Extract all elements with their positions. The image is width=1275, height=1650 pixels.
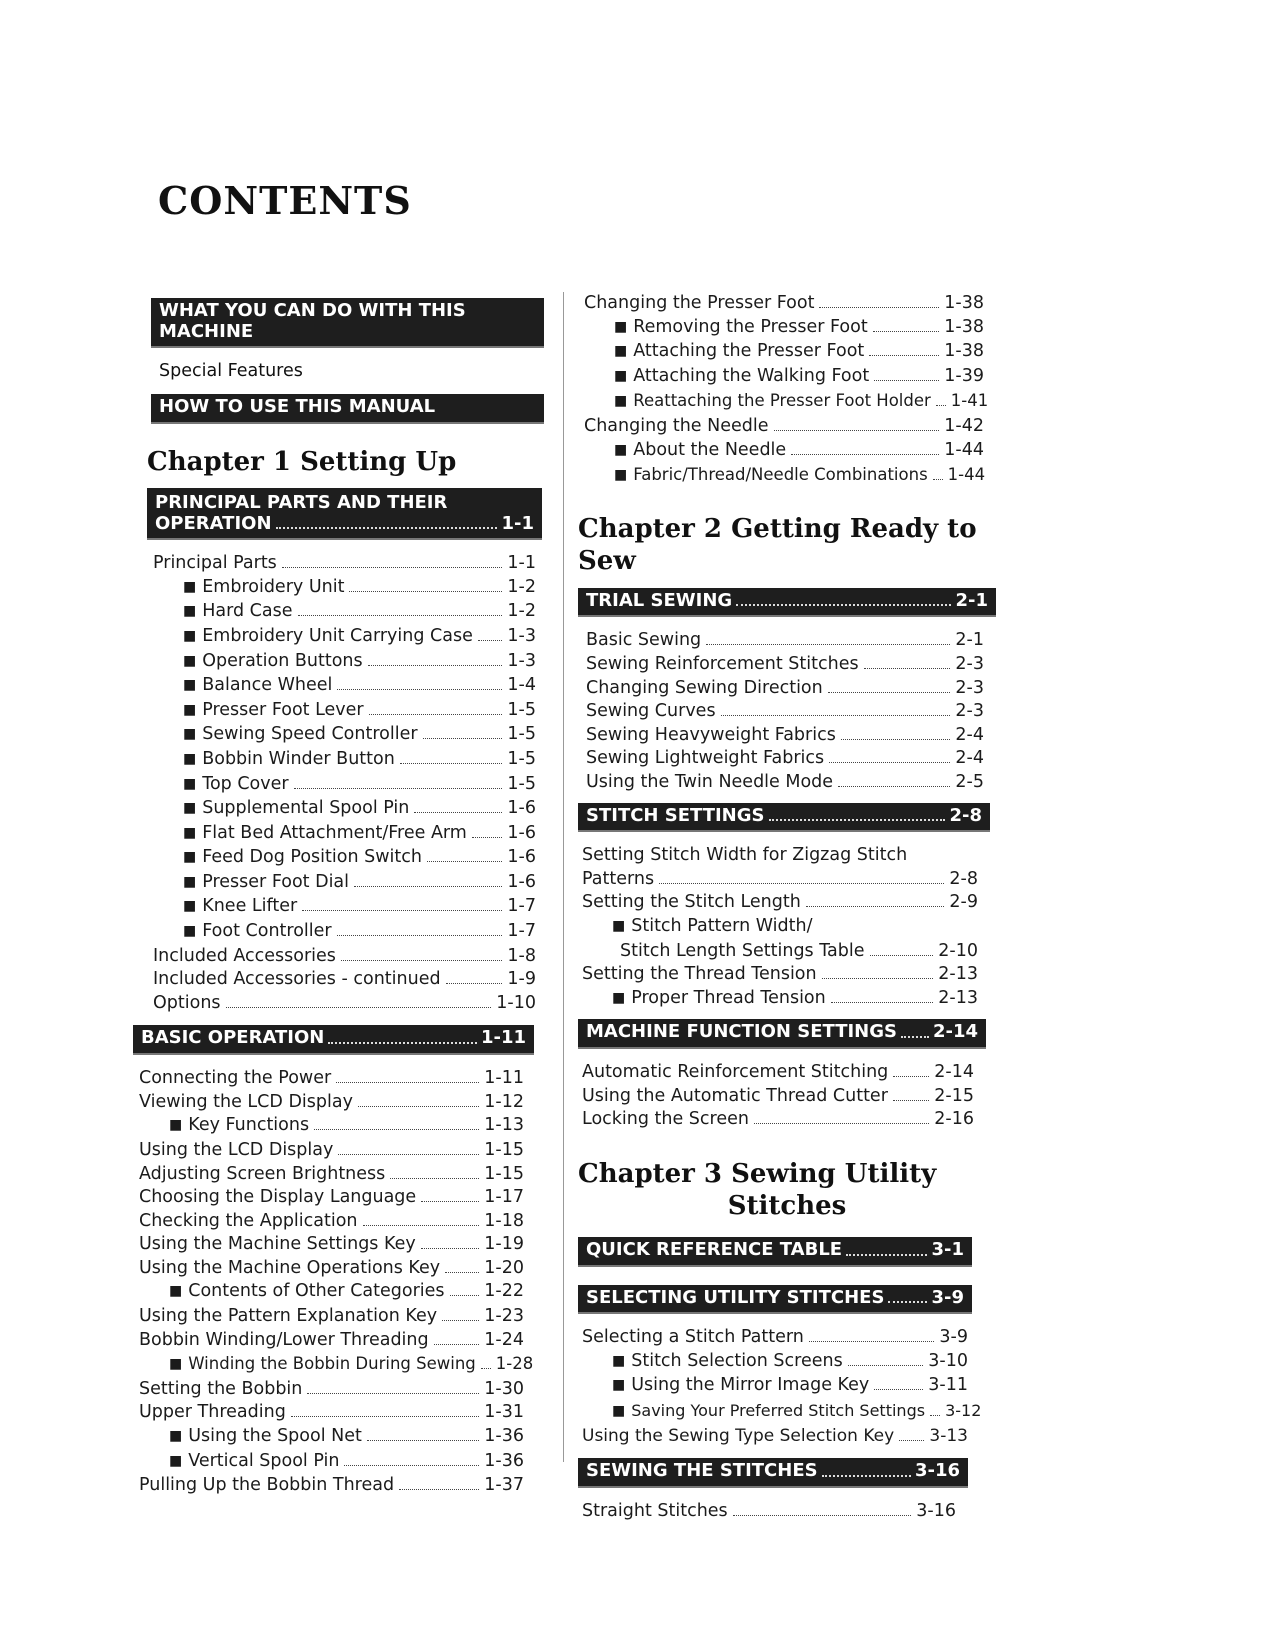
chapter-1-heading: Chapter 1 Setting Up [147,446,457,477]
toc-entry[interactable]: Using the Machine Operations Key 1-20 [139,1257,524,1278]
toc-entry[interactable]: Using the LCD Display 1-15 [139,1139,524,1160]
toc-subentry[interactable]: ■ Using the Spool Net 1-36 [139,1425,524,1450]
toc-entry[interactable]: Sewing Curves 2-3 [586,701,984,722]
page-title: CONTENTS [158,178,412,223]
section-bar-machine-function[interactable]: MACHINE FUNCTION SETTINGS 2-14 [578,1019,986,1049]
toc-subentry[interactable]: ■ Attaching the Walking Foot 1-39 [584,365,984,390]
toc-subentry[interactable]: ■ Attaching the Presser Foot 1-38 [584,340,984,365]
presser-foot-entries [578,292,996,489]
left-column [133,292,558,1498]
section-bar-principal-parts[interactable]: PRINCIPAL PARTS AND THEIR OPERATION 1-1 [147,488,542,540]
toc-subentry[interactable]: ■ Presser Foot Lever 1-5 [153,699,536,724]
toc-subentry[interactable]: ■ Foot Controller 1-7 [153,920,536,945]
toc-entry[interactable]: Automatic Reinforcement Stitching 2-14 [582,1062,974,1083]
toc-subentry[interactable]: ■ Fabric/Thread/Needle Combinations 1-44 [584,463,984,489]
toc-entry[interactable]: Principal Parts 1-1 [153,553,536,574]
toc-entry[interactable]: Patterns 2-8 [582,868,978,889]
toc-subentry[interactable]: ■ Saving Your Preferred Stitch Settings 3-12 [582,1399,968,1425]
toc-entry[interactable]: Checking the Application 1-18 [139,1210,524,1231]
toc-subentry[interactable]: ■ Using the Mirror Image Key 3-11 [582,1374,968,1399]
section-bar-trial-sewing[interactable]: TRIAL SEWING 2-1 [578,588,996,618]
toc-entry[interactable]: Setting the Bobbin 1-30 [139,1378,524,1399]
toc-subentry[interactable]: ■ Embroidery Unit Carrying Case 1-3 [153,625,536,650]
column-divider [563,292,564,1462]
toc-entry[interactable]: Pulling Up the Bobbin Thread 1-37 [139,1475,524,1496]
toc-subentry[interactable]: ■ About the Needle 1-44 [584,439,984,464]
toc-entry[interactable]: Using the Sewing Type Selection Key 3-13 [582,1425,968,1446]
stitch-entries [578,844,996,1011]
section-bar-sewing-stitches[interactable]: SEWING THE STITCHES 3-16 [578,1458,968,1488]
toc-subentry[interactable]: ■ Stitch Pattern Width/ [582,915,978,940]
toc-subentry[interactable]: ■ Hard Case 1-2 [153,600,536,625]
toc-entry[interactable]: Locking the Screen 2-16 [582,1109,974,1130]
toc-entry[interactable]: Setting the Stitch Length 2-9 [582,892,978,913]
toc-subentry-continued[interactable]: Stitch Length Settings Table 2-10 [620,940,978,961]
principal-entries [133,552,558,1015]
toc-subentry[interactable]: ■ Reattaching the Presser Foot Holder 1-41 [584,389,984,415]
section-bar-selecting-utility[interactable]: SELECTING UTILITY STITCHES 3-9 [578,1285,972,1315]
selecting-entries [578,1326,996,1448]
toc-entry[interactable]: Using the Twin Needle Mode 2-5 [586,772,984,792]
toc-entry[interactable]: Sewing Heavyweight Fabrics 2-4 [586,724,984,745]
toc-subentry[interactable]: ■ Bobbin Winder Button 1-5 [153,748,536,773]
toc-entry[interactable]: Connecting the Power 1-11 [139,1068,524,1089]
toc-subentry[interactable]: ■ Proper Thread Tension 2-13 [582,987,978,1012]
toc-subentry[interactable]: ■ Sewing Speed Controller 1-5 [153,723,536,748]
section-bar-quick-reference[interactable]: QUICK REFERENCE TABLE 3-1 [578,1237,972,1267]
toc-subentry[interactable]: ■ Top Cover 1-5 [153,773,536,798]
toc-entry[interactable]: Straight Stitches 3-16 [582,1500,956,1521]
toc-subentry[interactable]: ■ Contents of Other Categories 1-22 [139,1280,524,1305]
toc-entry[interactable]: Adjusting Screen Brightness 1-15 [139,1163,524,1184]
toc-entry[interactable]: Upper Threading 1-31 [139,1402,524,1423]
toc-entry[interactable]: Bobbin Winding/Lower Threading 1-24 [139,1329,524,1350]
toc-entry[interactable]: Options 1-10 [153,992,536,1013]
toc-subentry[interactable]: ■ Vertical Spool Pin 1-36 [139,1450,524,1475]
toc-entry[interactable]: Viewing the LCD Display 1-12 [139,1091,524,1112]
trial-entries [578,629,996,794]
machine-entries [578,1061,996,1132]
toc-subentry[interactable]: ■ Removing the Presser Foot 1-38 [584,316,984,341]
toc-subentry[interactable]: ■ Balance Wheel 1-4 [153,674,536,699]
toc-entry[interactable]: Selecting a Stitch Pattern 3-9 [582,1327,968,1348]
toc-subentry[interactable]: ■ Presser Foot Dial 1-6 [153,871,536,896]
toc-subentry[interactable]: ■ Key Functions 1-13 [139,1114,524,1139]
chapter-3-heading: Chapter 3 Sewing Utility Stitches [578,1158,937,1222]
chapter-2-heading: Chapter 2 Getting Ready to Sew [578,513,977,577]
toc-entry[interactable]: Included Accessories 1-8 [153,945,536,966]
right-column [578,292,996,1524]
sewing-entries [578,1500,996,1524]
toc-entry-special-features[interactable]: Special Features [159,361,303,382]
toc-entry[interactable]: Sewing Reinforcement Stitches 2-3 [586,654,984,675]
toc-entry[interactable]: Using the Automatic Thread Cutter 2-15 [582,1085,974,1106]
basic-entries [133,1067,558,1498]
toc-subentry[interactable]: ■ Supplemental Spool Pin 1-6 [153,797,536,822]
toc-subentry[interactable]: ■ Flat Bed Attachment/Free Arm 1-6 [153,822,536,847]
section-bar-stitch-settings[interactable]: STITCH SETTINGS 2-8 [578,803,990,833]
toc-subentry[interactable]: ■ Winding the Bobbin During Sewing 1-28 [139,1352,524,1378]
toc-subentry[interactable]: ■ Knee Lifter 1-7 [153,895,536,920]
toc-entry[interactable]: Changing Sewing Direction 2-3 [586,677,984,698]
toc-entry[interactable]: Sewing Lightweight Fabrics 2-4 [586,748,984,769]
toc-subentry[interactable]: ■ Operation Buttons 1-3 [153,650,536,675]
section-bar-what-you-can-do[interactable]: WHAT YOU CAN DO WITH THIS MACHINE [151,298,544,348]
toc-subentry[interactable]: ■ Feed Dog Position Switch 1-6 [153,846,536,871]
toc-entry[interactable]: Basic Sewing 2-1 [586,630,984,651]
toc-entry[interactable]: Using the Machine Settings Key 1-19 [139,1234,524,1255]
toc-subentry[interactable]: ■ Stitch Selection Screens 3-10 [582,1350,968,1375]
toc-entry[interactable]: Included Accessories - continued 1-9 [153,969,536,990]
toc-entry[interactable]: Choosing the Display Language 1-17 [139,1187,524,1208]
toc-entry[interactable]: Using the Pattern Explanation Key 1-23 [139,1306,524,1327]
toc-entry-wrap[interactable]: Setting Stitch Width for Zigzag Stitch [582,845,908,866]
toc-entry[interactable]: Setting the Thread Tension 2-13 [582,964,978,985]
section-bar-basic-operation[interactable]: BASIC OPERATION 1-11 [133,1025,534,1055]
toc-subentry[interactable]: ■ Embroidery Unit 1-2 [153,576,536,601]
toc-entry[interactable]: Changing the Presser Foot 1-38 [584,293,984,313]
section-bar-how-to-use[interactable]: HOW TO USE THIS MANUAL [151,394,544,424]
toc-entry[interactable]: Changing the Needle 1-42 [584,415,984,436]
